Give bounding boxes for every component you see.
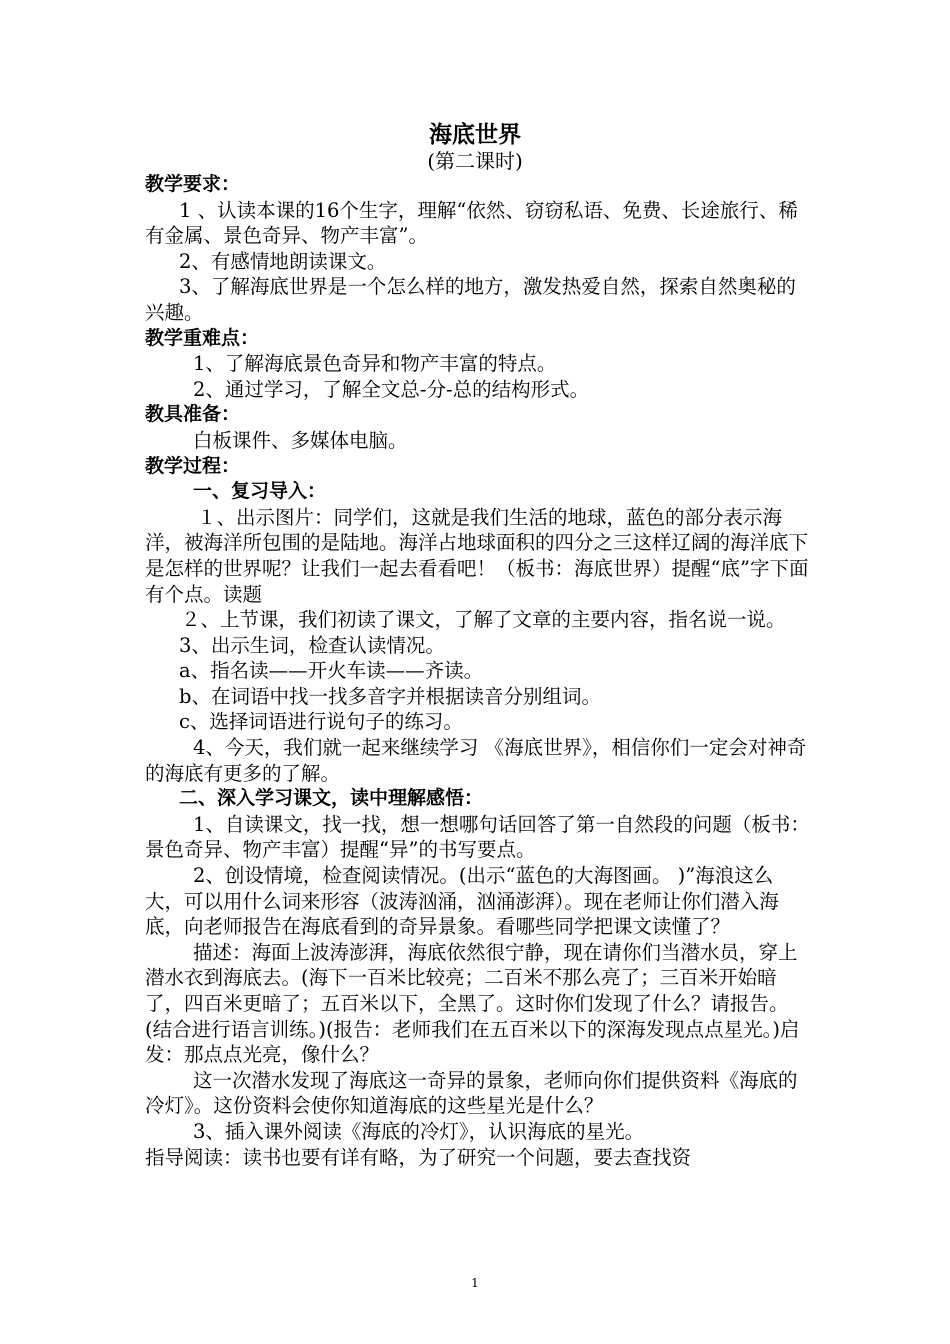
process-paragraph: 指导阅读：读书也要有详有略，为了研究一个问题，要去查找资: [145, 1145, 692, 1169]
process-paragraph: 1、自读课文，找一找，想一想哪句话回答了第一自然段的问题（板书：景色奇异、物产丰富）提醒“异”的书写要点。: [145, 812, 810, 862]
process-paragraph: c、选择词语进行说句子的练习。: [179, 710, 463, 734]
document-subtitle: (第二课时): [427, 149, 523, 173]
section-heading-key-points: 教学重难点：: [145, 326, 260, 349]
process-part1-heading: 一、复习导入：: [193, 480, 327, 503]
process-paragraph: 这一次潜水发现了海底这一奇异的景象，老师向你们提供资料《海底的冷灯》。这份资料会使你知道海底的这些星光是什么？: [145, 1068, 798, 1118]
process-paragraph: 2、创设情境，检查阅读情况。(出示“蓝色的大海图画。 )”海浪这么大，可以用什么词来形容（波涛汹涌，汹涌澎湃）。现在老师让你们潜入海底，向老师报告在海底看到的奇异景象。看哪些同学把课文读懂了？: [145, 864, 779, 939]
document-title: 海底世界: [429, 121, 521, 148]
page-number: 1: [471, 1276, 479, 1290]
requirement-item: 1 、认读本课的16个生字，理解“依然、窃窃私语、免费、长途旅行、稀有金属、景色奇异、物产丰富”。: [145, 198, 798, 248]
process-paragraph: b、在词语中找一找多音字并根据读音分别组词。: [179, 684, 601, 708]
materials-item: 白板课件、多媒体电脑。: [193, 428, 408, 452]
document-body: [145, 172, 810, 1170]
process-paragraph: 4、今天，我们就一起来继续学习 《海底世界》，相信你们一定会对神奇的海底有更多的了解。: [145, 736, 807, 785]
process-paragraph: 描述：海面上波涛澎湃，海底依然很宁静，现在请你们当潜水员，穿上潜水衣到海底去。(海下一百米比较亮；二百米不那么亮了；三百米开始暗了，四百米更暗了；五百米以下，全黑了。这时你们发现了什么？请报告。(结合进行语言训练。)(报告：老师我们在五百米以下的深海发现点点星光。)启发：那点点光亮，像什么？: [145, 940, 800, 1067]
process-part2-heading: 二、深入学习课文，读中理解感悟：: [179, 787, 484, 810]
process-paragraph: 3、插入课外阅读《海底的冷灯》，认识海底的星光。: [193, 1119, 645, 1143]
section-heading-process: 教学过程：: [145, 454, 241, 477]
process-paragraph: ２、上节课，我们初读了课文，了解了文章的主要内容，指名说一说。: [181, 608, 786, 632]
process-paragraph: a、指名读——开火车读——齐读。: [179, 659, 484, 683]
section-heading-requirements: 教学要求：: [145, 173, 241, 195]
process-paragraph: １、出示图片：同学们，这就是我们生活的地球，蓝色的部分表示海洋，被海洋所包围的是陆地。海洋占地球面积的四分之三这样辽阔的海洋底下是怎样的世界呢？让我们一起去看看吧！（板书：海底世界）提醒“底”字下面有个点。读题: [145, 505, 809, 606]
key-point-item: 1、了解海底景色奇异和物产丰富的特点。: [193, 352, 557, 376]
section-heading-materials: 教具准备：: [145, 403, 241, 426]
key-point-item: 2、通过学习，了解全文总-分-总的结构形式。: [193, 377, 590, 401]
requirement-item: 3、了解海底世界是一个怎么样的地方，激发热爱自然，探索自然奥秘的兴趣。: [145, 275, 796, 324]
process-paragraph: 3、出示生词，检查认读情况。: [179, 633, 445, 657]
requirement-item: 2、有感情地朗读课文。: [179, 249, 387, 273]
